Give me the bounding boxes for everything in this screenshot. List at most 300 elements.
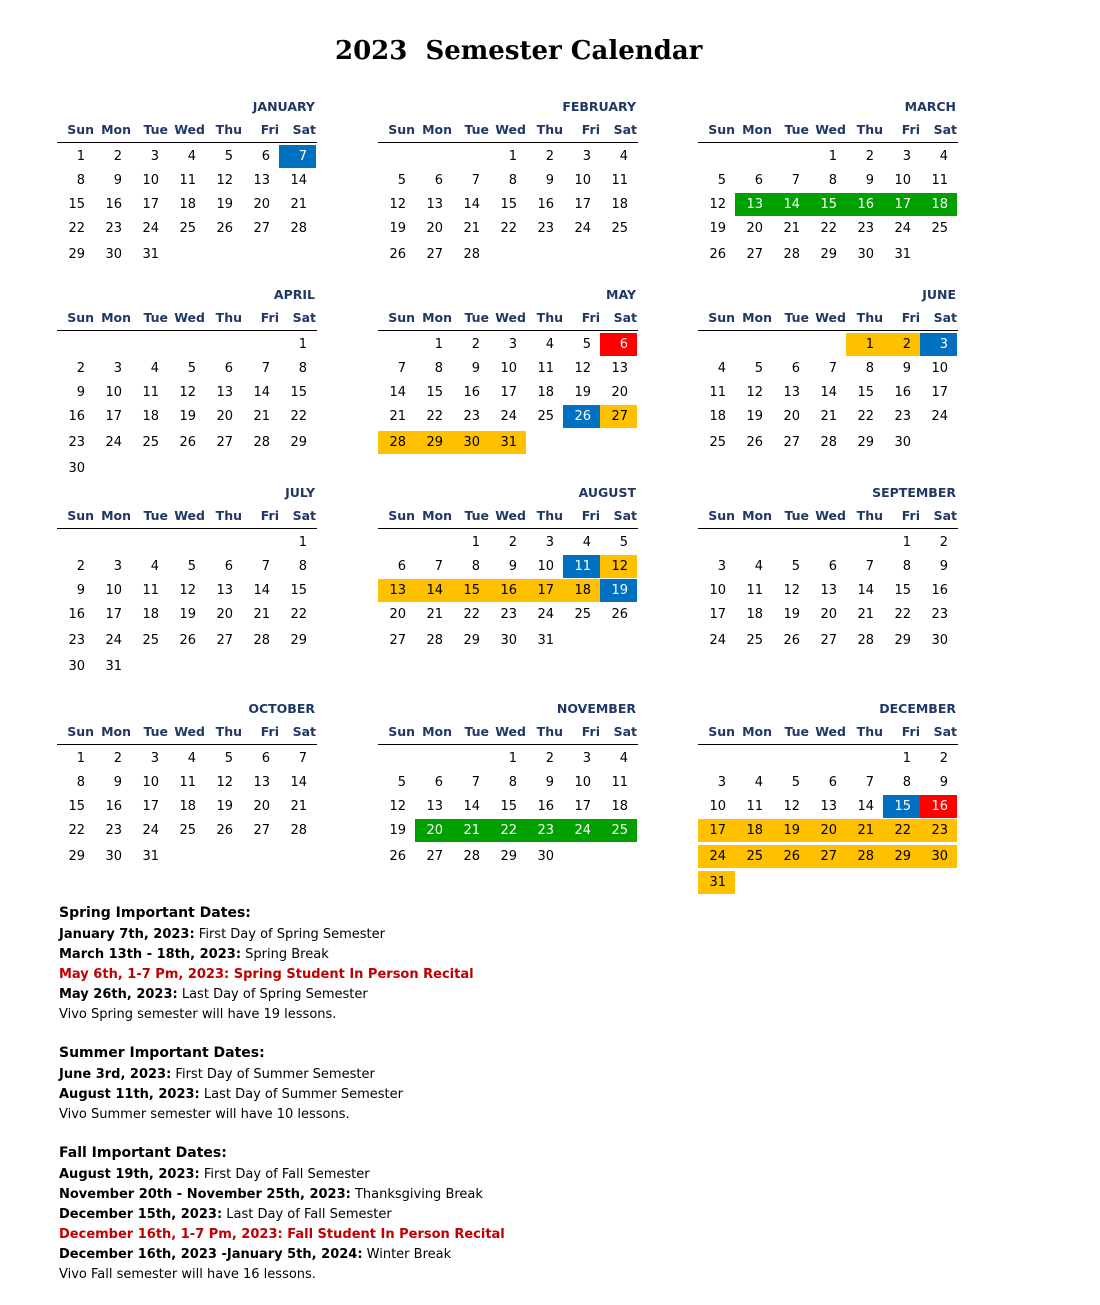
weekday-label: Sat xyxy=(933,508,957,523)
date-label: May 6th, 1-7 Pm, 2023: xyxy=(59,967,230,982)
day-cell: 17 xyxy=(526,579,563,602)
day-cell: 29 xyxy=(290,633,307,648)
day-cell: 12 xyxy=(574,361,591,376)
weekday-label: Tue xyxy=(464,724,489,739)
day-cell: 1 xyxy=(76,751,85,766)
day-cell: 17 xyxy=(883,193,920,216)
day-cell: 31 xyxy=(698,871,735,894)
day-cell: 4 xyxy=(582,535,591,550)
day-cell: 13 xyxy=(253,173,270,188)
day-cell: 2 xyxy=(113,149,122,164)
weekday-label: Fri xyxy=(260,508,279,523)
day-cell: 10 xyxy=(142,775,159,790)
day-cell: 11 xyxy=(563,555,600,578)
weekday-label: Fri xyxy=(901,724,920,739)
day-cell: 8 xyxy=(508,775,517,790)
weekday-label: Thu xyxy=(856,122,883,137)
day-cell: 2 xyxy=(508,535,517,550)
day-cell: 17 xyxy=(105,607,122,622)
day-cell: 4 xyxy=(150,361,159,376)
day-cell: 20 xyxy=(426,221,443,236)
day-cell: 29 xyxy=(68,247,85,262)
day-cell: 26 xyxy=(709,247,726,262)
day-cell: 30 xyxy=(68,461,85,476)
day-cell: 17 xyxy=(574,197,591,212)
day-cell: 18 xyxy=(611,799,628,814)
weekday-label: Sun xyxy=(708,724,735,739)
weekday-label: Mon xyxy=(742,724,772,739)
day-cell: 15 xyxy=(426,385,443,400)
day-cell: 10 xyxy=(931,361,948,376)
day-cell: 11 xyxy=(611,775,628,790)
day-cell: 2 xyxy=(545,751,554,766)
weekday-header xyxy=(57,310,317,331)
day-cell: 1 xyxy=(298,337,307,352)
date-description: Spring Break xyxy=(241,947,329,962)
day-cell: 31 xyxy=(142,247,159,262)
day-cell: 9 xyxy=(902,361,911,376)
day-cell: 4 xyxy=(939,149,948,164)
day-cell: 4 xyxy=(754,559,763,574)
day-cell: 28 xyxy=(290,823,307,838)
day-cell: 18 xyxy=(537,385,554,400)
weekday-label: Tue xyxy=(464,508,489,523)
date-note xyxy=(59,1005,759,1025)
day-cell: 5 xyxy=(582,337,591,352)
day-cell: 16 xyxy=(463,385,480,400)
day-cell: 14 xyxy=(290,775,307,790)
day-cell: 20 xyxy=(611,385,628,400)
day-cell: 12 xyxy=(179,583,196,598)
day-cell: 21 xyxy=(253,409,270,424)
day-cell: 17 xyxy=(500,385,517,400)
date-label: August 19th, 2023: xyxy=(59,1167,200,1182)
day-cell: 12 xyxy=(389,197,406,212)
day-cell: 1 xyxy=(508,751,517,766)
day-cell: 9 xyxy=(76,385,85,400)
day-cell: 12 xyxy=(389,799,406,814)
day-cell: 26 xyxy=(563,405,600,428)
day-cell: 14 xyxy=(820,385,837,400)
day-cell: 25 xyxy=(746,633,763,648)
day-cell: 9 xyxy=(939,559,948,574)
day-cell: 16 xyxy=(920,795,957,818)
day-cell: 21 xyxy=(389,409,406,424)
day-cell: 25 xyxy=(537,409,554,424)
day-cell: 14 xyxy=(253,583,270,598)
day-cell: 6 xyxy=(828,775,837,790)
day-cell: 4 xyxy=(619,149,628,164)
day-cell: 5 xyxy=(791,775,800,790)
day-cell: 12 xyxy=(216,775,233,790)
day-cell: 18 xyxy=(709,409,726,424)
day-cell: 5 xyxy=(791,559,800,574)
day-cell: 19 xyxy=(389,823,406,838)
day-cell: 11 xyxy=(179,775,196,790)
day-cell: 18 xyxy=(142,607,159,622)
day-cell: 28 xyxy=(463,849,480,864)
day-cell: 27 xyxy=(216,435,233,450)
day-cell: 27 xyxy=(783,435,800,450)
day-cell: 19 xyxy=(179,607,196,622)
day-cell: 24 xyxy=(105,633,122,648)
date-description: Spring Student In Person Recital xyxy=(229,967,474,982)
day-cell: 18 xyxy=(563,579,600,602)
day-cell: 29 xyxy=(857,435,874,450)
month-name: MARCH xyxy=(904,99,956,114)
day-cell: 26 xyxy=(389,247,406,262)
day-cell: 25 xyxy=(600,819,637,842)
day-cell: 31 xyxy=(894,247,911,262)
fall-dates-section xyxy=(59,1145,759,1285)
day-cell: 13 xyxy=(216,385,233,400)
day-cell: 21 xyxy=(783,221,800,236)
weekday-label: Wed xyxy=(815,122,846,137)
weekday-label: Sat xyxy=(613,508,637,523)
day-cell: 13 xyxy=(378,579,415,602)
day-cell: 23 xyxy=(931,607,948,622)
month-name: DECEMBER xyxy=(879,701,956,716)
day-cell: 9 xyxy=(545,173,554,188)
day-cell: 1 xyxy=(508,149,517,164)
day-cell: 4 xyxy=(187,751,196,766)
day-cell: 6 xyxy=(397,559,406,574)
weekday-label: Mon xyxy=(422,724,452,739)
day-cell: 15 xyxy=(68,799,85,814)
date-note xyxy=(59,1205,759,1225)
day-cell: 17 xyxy=(142,197,159,212)
section-heading: Fall Important Dates: xyxy=(59,1145,227,1161)
day-cell: 20 xyxy=(820,607,837,622)
day-cell: 6 xyxy=(434,775,443,790)
day-cell: 8 xyxy=(828,173,837,188)
day-cell: 22 xyxy=(68,221,85,236)
day-cell: 2 xyxy=(76,559,85,574)
day-cell: 19 xyxy=(600,579,637,602)
day-cell: 15 xyxy=(883,795,920,818)
day-cell: 7 xyxy=(865,775,874,790)
weekday-label: Sun xyxy=(67,508,94,523)
day-cell: 25 xyxy=(611,221,628,236)
weekday-label: Wed xyxy=(815,310,846,325)
day-cell: 3 xyxy=(920,333,957,356)
weekday-label: Fri xyxy=(581,122,600,137)
date-description: First Day of Spring Semester xyxy=(194,927,385,942)
day-cell: 22 xyxy=(426,409,443,424)
weekday-label: Tue xyxy=(784,122,809,137)
day-cell: 4 xyxy=(619,751,628,766)
day-cell: 24 xyxy=(500,409,517,424)
weekday-label: Mon xyxy=(101,724,131,739)
date-note xyxy=(59,925,759,945)
day-cell: 23 xyxy=(68,633,85,648)
day-cell: 22 xyxy=(489,819,526,842)
day-cell: 16 xyxy=(105,799,122,814)
day-cell: 6 xyxy=(261,149,270,164)
day-cell: 13 xyxy=(611,361,628,376)
day-cell: 21 xyxy=(452,819,489,842)
day-cell: 1 xyxy=(846,333,883,356)
day-cell: 22 xyxy=(883,819,920,842)
weekday-label: Fri xyxy=(260,122,279,137)
day-cell: 22 xyxy=(500,221,517,236)
weekday-label: Fri xyxy=(901,310,920,325)
day-cell: 6 xyxy=(754,173,763,188)
day-cell: 8 xyxy=(902,775,911,790)
weekday-label: Fri xyxy=(901,508,920,523)
day-cell: 15 xyxy=(290,583,307,598)
day-cell: 29 xyxy=(290,435,307,450)
day-cell: 25 xyxy=(931,221,948,236)
day-cell: 9 xyxy=(865,173,874,188)
day-cell: 5 xyxy=(717,173,726,188)
day-cell: 24 xyxy=(537,607,554,622)
day-cell: 28 xyxy=(846,845,883,868)
day-cell: 18 xyxy=(735,819,772,842)
day-cell: 27 xyxy=(746,247,763,262)
day-cell: 1 xyxy=(902,751,911,766)
weekday-label: Sun xyxy=(388,508,415,523)
date-description: Fall Student In Person Recital xyxy=(282,1227,505,1242)
day-cell: 9 xyxy=(508,559,517,574)
day-cell: 20 xyxy=(389,607,406,622)
day-cell: 25 xyxy=(709,435,726,450)
important-dates xyxy=(59,905,759,1305)
day-cell: 23 xyxy=(68,435,85,450)
day-cell: 24 xyxy=(709,633,726,648)
day-cell: 21 xyxy=(857,607,874,622)
weekday-label: Tue xyxy=(143,508,168,523)
day-cell: 20 xyxy=(253,799,270,814)
day-cell: 23 xyxy=(500,607,517,622)
weekday-label: Tue xyxy=(143,310,168,325)
day-cell: 6 xyxy=(224,361,233,376)
date-description: Vivo Spring semester will have 19 lessons. xyxy=(59,1007,337,1022)
weekday-label: Wed xyxy=(174,122,205,137)
day-cell: 15 xyxy=(894,583,911,598)
weekday-label: Sun xyxy=(708,122,735,137)
day-cell: 7 xyxy=(279,145,316,168)
day-cell: 17 xyxy=(709,607,726,622)
day-cell: 1 xyxy=(76,149,85,164)
month-name: APRIL xyxy=(273,287,315,302)
day-cell: 22 xyxy=(857,409,874,424)
day-cell: 20 xyxy=(216,607,233,622)
day-cell: 16 xyxy=(537,197,554,212)
day-cell: 29 xyxy=(883,845,920,868)
month-name: JANUARY xyxy=(252,99,315,114)
day-cell: 21 xyxy=(290,197,307,212)
date-description: Last Day of Spring Semester xyxy=(177,987,368,1002)
day-cell: 8 xyxy=(902,559,911,574)
day-cell: 8 xyxy=(76,173,85,188)
weekday-label: Mon xyxy=(422,508,452,523)
section-heading: Spring Important Dates: xyxy=(59,905,251,921)
day-cell: 8 xyxy=(865,361,874,376)
day-cell: 23 xyxy=(920,819,957,842)
day-cell: 18 xyxy=(920,193,957,216)
day-cell: 30 xyxy=(857,247,874,262)
day-cell: 27 xyxy=(426,247,443,262)
date-description: First Day of Summer Semester xyxy=(171,1067,375,1082)
day-cell: 28 xyxy=(253,633,270,648)
day-cell: 1 xyxy=(828,149,837,164)
day-cell: 9 xyxy=(76,583,85,598)
date-label: June 3rd, 2023: xyxy=(59,1067,172,1082)
day-cell: 26 xyxy=(611,607,628,622)
weekday-label: Fri xyxy=(581,508,600,523)
weekday-label: Mon xyxy=(742,508,772,523)
weekday-label: Thu xyxy=(536,310,563,325)
day-cell: 21 xyxy=(463,221,480,236)
day-cell: 18 xyxy=(179,197,196,212)
day-cell: 5 xyxy=(754,361,763,376)
date-label: May 26th, 2023: xyxy=(59,987,178,1002)
day-cell: 14 xyxy=(463,799,480,814)
date-note xyxy=(59,945,759,965)
day-cell: 16 xyxy=(68,409,85,424)
day-cell: 7 xyxy=(261,361,270,376)
day-cell: 6 xyxy=(791,361,800,376)
day-cell: 12 xyxy=(783,583,800,598)
date-description: Vivo Fall semester will have 16 lessons. xyxy=(59,1267,316,1282)
day-cell: 19 xyxy=(389,221,406,236)
day-cell: 12 xyxy=(216,173,233,188)
day-cell: 28 xyxy=(463,247,480,262)
day-cell: 28 xyxy=(253,435,270,450)
date-description: Last Day of Summer Semester xyxy=(199,1087,403,1102)
day-cell: 2 xyxy=(471,337,480,352)
day-cell: 29 xyxy=(820,247,837,262)
day-cell: 8 xyxy=(471,559,480,574)
date-label: January 7th, 2023: xyxy=(59,927,195,942)
day-cell: 16 xyxy=(105,197,122,212)
day-cell: 6 xyxy=(828,559,837,574)
day-cell: 14 xyxy=(415,579,452,602)
day-cell: 8 xyxy=(434,361,443,376)
date-note xyxy=(59,1065,759,1085)
day-cell: 13 xyxy=(253,775,270,790)
day-cell: 17 xyxy=(574,799,591,814)
day-cell: 18 xyxy=(611,197,628,212)
day-cell: 15 xyxy=(68,197,85,212)
day-cell: 26 xyxy=(179,633,196,648)
spring-dates-section xyxy=(59,905,759,1025)
date-note xyxy=(59,1105,759,1125)
weekday-label: Tue xyxy=(143,724,168,739)
day-cell: 4 xyxy=(150,559,159,574)
day-cell: 10 xyxy=(142,173,159,188)
day-cell: 14 xyxy=(857,799,874,814)
day-cell: 27 xyxy=(820,633,837,648)
weekday-label: Wed xyxy=(495,310,526,325)
month-name: MAY xyxy=(606,287,636,302)
day-cell: 8 xyxy=(76,775,85,790)
day-cell: 29 xyxy=(500,849,517,864)
day-cell: 31 xyxy=(537,633,554,648)
day-cell: 7 xyxy=(865,559,874,574)
day-cell: 1 xyxy=(902,535,911,550)
date-label: March 13th - 18th, 2023: xyxy=(59,947,242,962)
day-cell: 21 xyxy=(253,607,270,622)
weekday-label: Sun xyxy=(67,310,94,325)
day-cell: 3 xyxy=(150,149,159,164)
weekday-header xyxy=(378,310,638,331)
day-cell: 15 xyxy=(500,197,517,212)
day-cell: 4 xyxy=(187,149,196,164)
day-cell: 16 xyxy=(894,385,911,400)
weekday-label: Wed xyxy=(815,508,846,523)
weekday-label: Fri xyxy=(260,310,279,325)
day-cell: 12 xyxy=(746,385,763,400)
weekday-label: Fri xyxy=(260,724,279,739)
weekday-header xyxy=(57,122,317,143)
date-description: Winter Break xyxy=(362,1247,452,1262)
day-cell: 3 xyxy=(113,361,122,376)
weekday-label: Wed xyxy=(174,508,205,523)
weekday-label: Wed xyxy=(815,724,846,739)
weekday-label: Tue xyxy=(464,310,489,325)
day-cell: 24 xyxy=(142,221,159,236)
day-cell: 13 xyxy=(426,197,443,212)
day-cell: 20 xyxy=(809,819,846,842)
weekday-label: Sun xyxy=(708,508,735,523)
weekday-header xyxy=(378,724,638,745)
day-cell: 27 xyxy=(253,823,270,838)
day-cell: 9 xyxy=(545,775,554,790)
weekday-header xyxy=(378,508,638,529)
day-cell: 5 xyxy=(397,173,406,188)
weekday-label: Fri xyxy=(901,122,920,137)
day-cell: 3 xyxy=(902,149,911,164)
date-description: Thanksgiving Break xyxy=(350,1187,483,1202)
day-cell: 10 xyxy=(574,173,591,188)
day-cell: 18 xyxy=(746,607,763,622)
day-cell: 22 xyxy=(290,607,307,622)
day-cell: 30 xyxy=(68,659,85,674)
weekday-label: Thu xyxy=(536,122,563,137)
weekday-label: Thu xyxy=(215,508,242,523)
date-note xyxy=(59,965,759,985)
day-cell: 10 xyxy=(709,583,726,598)
day-cell: 7 xyxy=(261,559,270,574)
day-cell: 14 xyxy=(463,197,480,212)
weekday-label: Tue xyxy=(784,310,809,325)
day-cell: 20 xyxy=(746,221,763,236)
day-cell: 23 xyxy=(894,409,911,424)
month-name: SEPTEMBER xyxy=(872,485,956,500)
day-cell: 11 xyxy=(746,583,763,598)
date-label: August 11th, 2023: xyxy=(59,1087,200,1102)
month-name: NOVEMBER xyxy=(556,701,636,716)
day-cell: 20 xyxy=(216,409,233,424)
day-cell: 10 xyxy=(537,559,554,574)
day-cell: 2 xyxy=(865,149,874,164)
weekday-label: Sun xyxy=(388,724,415,739)
day-cell: 31 xyxy=(489,431,526,454)
weekday-label: Thu xyxy=(215,310,242,325)
day-cell: 14 xyxy=(253,385,270,400)
day-cell: 28 xyxy=(378,431,415,454)
day-cell: 7 xyxy=(434,559,443,574)
day-cell: 19 xyxy=(574,385,591,400)
weekday-header xyxy=(57,724,317,745)
day-cell: 3 xyxy=(508,337,517,352)
day-cell: 2 xyxy=(76,361,85,376)
day-cell: 29 xyxy=(463,633,480,648)
day-cell: 28 xyxy=(290,221,307,236)
weekday-label: Sat xyxy=(292,724,316,739)
